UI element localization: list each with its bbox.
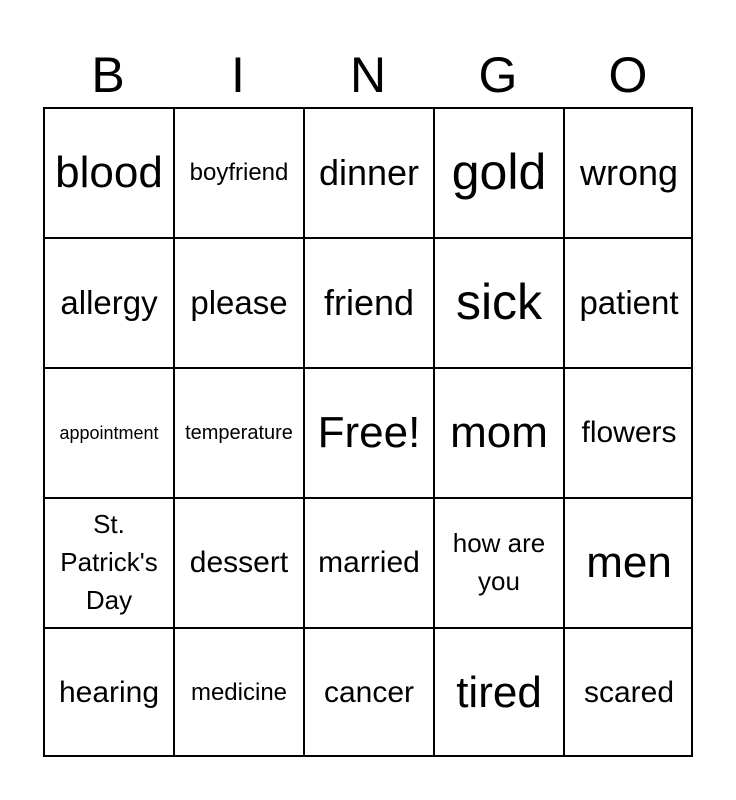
bingo-cell: dinner (303, 107, 433, 237)
bingo-cell: sick (433, 237, 563, 367)
bingo-cell: married (303, 497, 433, 627)
bingo-cell: blood (43, 107, 173, 237)
bingo-cell: cancer (303, 627, 433, 757)
bingo-cell: mom (433, 367, 563, 497)
header-letter-g: G (478, 47, 518, 103)
header-letter-b: B (91, 47, 125, 103)
bingo-grid (43, 107, 693, 757)
bingo-cell: men (563, 497, 693, 627)
bingo-cell: please (173, 237, 303, 367)
free-space-cell: Free! (303, 367, 433, 497)
header-letter-o: O (608, 47, 648, 103)
bingo-cell: gold (433, 107, 563, 237)
header-letter-n: N (349, 47, 387, 103)
bingo-cell: appointment (43, 367, 173, 497)
bingo-cell: allergy (43, 237, 173, 367)
bingo-cell: how are you (433, 497, 563, 627)
bingo-cell: dessert (173, 497, 303, 627)
bingo-cell: boyfriend (173, 107, 303, 237)
header-letter-i: I (231, 47, 245, 103)
bingo-cell: medicine (173, 627, 303, 757)
bingo-cell: temperature (173, 367, 303, 497)
bingo-cell: St. Patrick's Day (43, 497, 173, 627)
bingo-cell: tired (433, 627, 563, 757)
bingo-cell: hearing (43, 627, 173, 757)
bingo-cell: flowers (563, 367, 693, 497)
bingo-cell: wrong (563, 107, 693, 237)
bingo-header (43, 44, 693, 106)
bingo-cell: scared (563, 627, 693, 757)
bingo-cell: patient (563, 237, 693, 367)
bingo-cell: friend (303, 237, 433, 367)
